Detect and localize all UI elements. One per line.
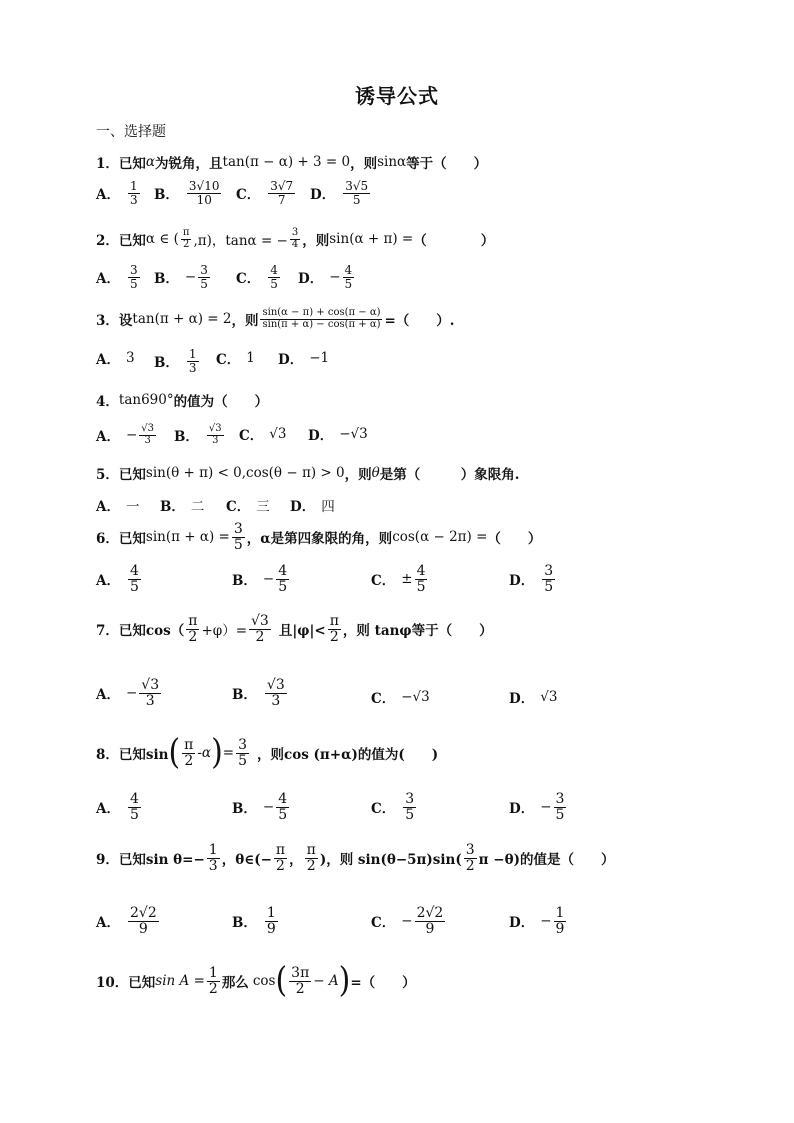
math-expression: tan(π − α) + 3 = 0 [222, 154, 351, 170]
paren-close: ) [211, 732, 223, 773]
question-text: （ ） [413, 233, 495, 249]
option-label: D． [308, 428, 334, 444]
question-number: 9． [96, 852, 119, 869]
question-number: 10． [96, 975, 129, 992]
option-c[interactable]: C． √3 [239, 426, 287, 444]
fraction: $\frac{3}{5}$ [129, 263, 138, 291]
question-text: π −θ)的值是（ ） [478, 852, 615, 869]
question-number: 7． [96, 623, 119, 640]
option-label: D． [298, 271, 324, 288]
option-label: B． [232, 801, 257, 818]
option-label: D． [509, 801, 535, 818]
question-number: 3． [96, 313, 119, 329]
question-text: 的值为（ ） [173, 394, 269, 410]
page-title: 诱导公式 [355, 84, 439, 108]
option-a[interactable] [96, 180, 142, 206]
fraction: $\frac{3}{5}$ [555, 791, 565, 823]
option-label: D． [310, 187, 336, 204]
fraction: $\frac{3√10}{10}$ [188, 179, 220, 207]
option-b[interactable] [154, 180, 223, 206]
question-number: 6． [96, 531, 119, 548]
option-label: C． [371, 573, 396, 590]
fraction: $\frac{√3}{2}$ [251, 613, 269, 645]
question-number: 2． [96, 233, 119, 249]
option-d[interactable] [310, 180, 372, 206]
fraction: $\frac{3√5}{5}$ [345, 179, 369, 207]
option-label: B． [154, 187, 179, 204]
fraction: $\frac{√3}{3}$ [141, 423, 155, 446]
option-b[interactable] [232, 678, 289, 708]
option-label: A． [96, 352, 120, 368]
option-a[interactable]: A． 一 [96, 495, 139, 515]
option-b[interactable] [174, 424, 226, 446]
fraction: $\frac{√3}{3}$ [141, 677, 160, 709]
fraction: $\frac{1}{3}$ [129, 179, 138, 207]
question-text: ，则 tanφ等于（ ） [342, 623, 493, 640]
fraction: $\frac{2√2}{9}$ [416, 905, 444, 937]
math-symbol: α [145, 154, 156, 170]
question-4 [96, 390, 268, 410]
question-6 [96, 522, 541, 552]
section-heading: 一、选择题 [96, 124, 166, 140]
fraction: $\frac{3√7}{7}$ [270, 179, 294, 207]
option-d[interactable]: D． 四 [290, 495, 335, 515]
option-label: B． [232, 915, 257, 932]
question-number: 4． [96, 394, 119, 410]
math-expression: sin(θ + π) < 0,cos(θ − π) > 0 [145, 465, 345, 481]
paren-open: ( [275, 960, 288, 1001]
option-label: C． [371, 915, 396, 932]
option-c[interactable] [236, 180, 297, 206]
paren-close: ) [338, 960, 351, 1001]
fraction: $\frac{3}{5}$ [405, 791, 415, 823]
option-b[interactable] [154, 348, 201, 374]
option-label: A． [96, 573, 120, 590]
option-label: C． [236, 271, 261, 288]
option-d[interactable]: D． − $\frac{3}{5}$ [509, 791, 565, 823]
question-2 [96, 228, 494, 250]
fraction: $\frac{4}{5}$ [270, 263, 278, 291]
paren-open: ( [168, 732, 181, 773]
option-label: A． [96, 801, 120, 818]
question-1 [96, 152, 487, 172]
fraction: $\frac{3}{4}$ [291, 227, 299, 250]
math-expression: α ∈ ( [145, 231, 179, 247]
option-label: B． [154, 355, 179, 372]
fraction: $\frac{√3}{3}$ [266, 677, 285, 709]
option-c[interactable]: C． −√3 [371, 689, 430, 707]
fraction: $\frac{\pi}{2}$ [184, 737, 194, 769]
option-label: A． [96, 271, 120, 288]
question-text: )，则 sin(θ−5π)sin( [319, 852, 462, 869]
question-text: 已知 [118, 531, 146, 548]
option-b[interactable]: B． − $\frac{4}{5}$ [232, 563, 288, 595]
question-text: 已知 [118, 233, 146, 249]
fraction: $\frac{3\pi}{2}$ [291, 965, 310, 997]
question-text: 已知sin θ=− [118, 852, 205, 869]
math-symbol: θ [371, 465, 380, 481]
math-expression: cos [252, 973, 276, 990]
question-text: 是第（ ）象限角. [379, 467, 520, 483]
math-expression: − A [313, 973, 339, 990]
option-d[interactable]: D． √3 [509, 689, 558, 707]
option-d[interactable]: D． −√3 [308, 426, 368, 444]
option-label: D． [509, 915, 535, 932]
option-label: C． [226, 499, 251, 515]
option-d[interactable]: D． −1 [278, 350, 330, 368]
fraction: $\frac{\sin(\alpha - \pi) + \cos(\pi - \alpha)}{\sin(\pi + \alpha) - \cos(\pi + \alpha)}$ [262, 307, 381, 330]
option-a[interactable] [96, 564, 143, 594]
fraction: $\frac{\pi}{2}$ [275, 842, 286, 874]
option-b[interactable] [232, 906, 280, 936]
fraction: $\frac{\pi}{2}$ [329, 613, 339, 645]
option-c[interactable]: C． 三 [226, 495, 270, 515]
math-expression: sinα [377, 154, 407, 170]
question-text: 已知sin [118, 747, 169, 764]
option-label: A． [96, 915, 120, 932]
math-expression: sin(α + π) = [329, 231, 414, 247]
fraction: $\frac{3}{5}$ [238, 737, 248, 769]
fraction: $\frac{4}{5}$ [344, 263, 353, 291]
option-a[interactable] [96, 264, 142, 290]
option-c[interactable] [371, 792, 418, 822]
option-c[interactable]: C． − $\frac{2√2}{9}$ [371, 905, 444, 937]
question-9 [96, 843, 614, 873]
fraction: $\frac{4}{5}$ [278, 563, 288, 595]
math-expression: sin(π + α) = [145, 529, 230, 546]
fraction: $\frac{\pi}{2}$ [306, 842, 316, 874]
option-d[interactable]: D． − $\frac{4}{5}$ [298, 263, 353, 291]
option-a[interactable] [96, 906, 161, 936]
math-expression: +φ）= [201, 623, 248, 640]
question-text: ，则cos (π+α)的值为( ) [257, 747, 439, 764]
fraction: $\frac{4}{5}$ [278, 791, 288, 823]
option-label: C． [216, 352, 241, 368]
option-a[interactable]: A． 3 [96, 350, 135, 368]
option-label: D． [509, 691, 535, 707]
option-d[interactable]: D． − $\frac{1}{9}$ [509, 905, 565, 937]
question-text: ，α是第四象限的角，则 [246, 531, 393, 548]
fraction: $\frac{3}{5}$ [544, 563, 554, 595]
option-label: B． [154, 271, 179, 288]
question-number: 8． [96, 747, 119, 764]
math-expression: -α [197, 745, 212, 762]
fraction: $\frac{1}{3}$ [188, 347, 197, 375]
question-number: 1． [96, 156, 119, 172]
option-label: B． [232, 573, 257, 590]
question-text: 那么 [221, 975, 249, 992]
option-b[interactable]: B． 二 [160, 495, 204, 515]
option-label: B． [232, 687, 257, 704]
fraction: $\frac{1}{2}$ [208, 965, 218, 997]
option-label: A． [96, 187, 120, 204]
option-c[interactable] [236, 264, 282, 290]
question-text: （ ） [487, 531, 542, 548]
question-number: 5． [96, 467, 119, 483]
option-label: D． [278, 352, 304, 368]
option-label: B． [160, 499, 185, 515]
question-text: 且|φ|< [278, 623, 326, 640]
fraction: $\frac{4}{5}$ [416, 563, 426, 595]
option-label: A． [96, 429, 120, 445]
math-expression: ,π)，tanα = − [193, 233, 288, 249]
fraction: $\frac{\pi}{2}$ [188, 613, 198, 645]
option-a[interactable] [96, 792, 143, 822]
fraction: $\frac{3}{5}$ [233, 521, 243, 553]
question-7 [96, 614, 493, 644]
math-expression: tan(π + α) = 2 [132, 311, 232, 327]
question-text: 已知 [118, 467, 146, 483]
question-text: 设 [118, 313, 133, 329]
option-label: D． [290, 499, 316, 515]
question-text: =（ ） [350, 975, 416, 992]
option-label: C． [236, 187, 261, 204]
fraction: $\frac{\pi}{2}$ [182, 227, 190, 250]
question-text: ，θ∈(− [221, 852, 272, 869]
question-text: 已知cos（ [118, 623, 185, 640]
question-text: ，则 [344, 467, 372, 483]
fraction: $\frac{1}{3}$ [208, 842, 218, 874]
fraction: $\frac{2√2}{9}$ [129, 905, 157, 937]
question-text: ， [289, 852, 303, 869]
question-8 [96, 732, 439, 773]
math-expression: tan690° [118, 392, 174, 408]
option-label: C． [371, 801, 396, 818]
option-label: A． [96, 499, 120, 515]
option-label: C． [239, 428, 264, 444]
question-text: =（ ）. [384, 313, 455, 329]
option-label: D． [509, 573, 535, 590]
fraction: $\frac{√3}{3}$ [208, 423, 222, 446]
math-expression: = [222, 745, 235, 762]
option-d[interactable] [509, 564, 557, 594]
question-3 [96, 308, 455, 330]
question-text: 已知 [118, 156, 146, 172]
question-text: ，则 [231, 313, 259, 329]
fraction: $\frac{1}{9}$ [555, 905, 565, 937]
fraction: $\frac{3}{2}$ [465, 842, 475, 874]
question-text: 为锐角，且 [155, 156, 223, 172]
option-b[interactable]: B． − $\frac{4}{5}$ [232, 791, 288, 823]
option-a[interactable]: A． − $\frac{√3}{3}$ [96, 677, 160, 709]
question-text: ，则 [350, 156, 378, 172]
fraction: $\frac{3}{5}$ [200, 263, 208, 291]
fraction: $\frac{4}{5}$ [129, 563, 139, 595]
option-label: B． [174, 429, 199, 445]
option-c[interactable]: C． 1 [216, 350, 255, 368]
option-c[interactable]: C． ± $\frac{4}{5}$ [371, 563, 426, 595]
option-label: C． [371, 691, 396, 707]
option-b[interactable]: B． − $\frac{3}{5}$ [154, 263, 208, 291]
math-expression: sin A = [155, 973, 205, 990]
question-text: 已知 [128, 975, 156, 992]
option-a[interactable]: A． − $\frac{√3}{3}$ [96, 423, 155, 446]
question-5 [96, 463, 519, 483]
math-expression: cos(α − 2π) = [392, 529, 488, 546]
question-text: 等于（ ） [406, 156, 488, 172]
fraction: $\frac{4}{5}$ [129, 791, 139, 823]
option-label: A． [96, 687, 120, 704]
question-10 [96, 960, 416, 1001]
fraction: $\frac{1}{9}$ [266, 905, 276, 937]
question-text: ，则 [302, 233, 330, 249]
